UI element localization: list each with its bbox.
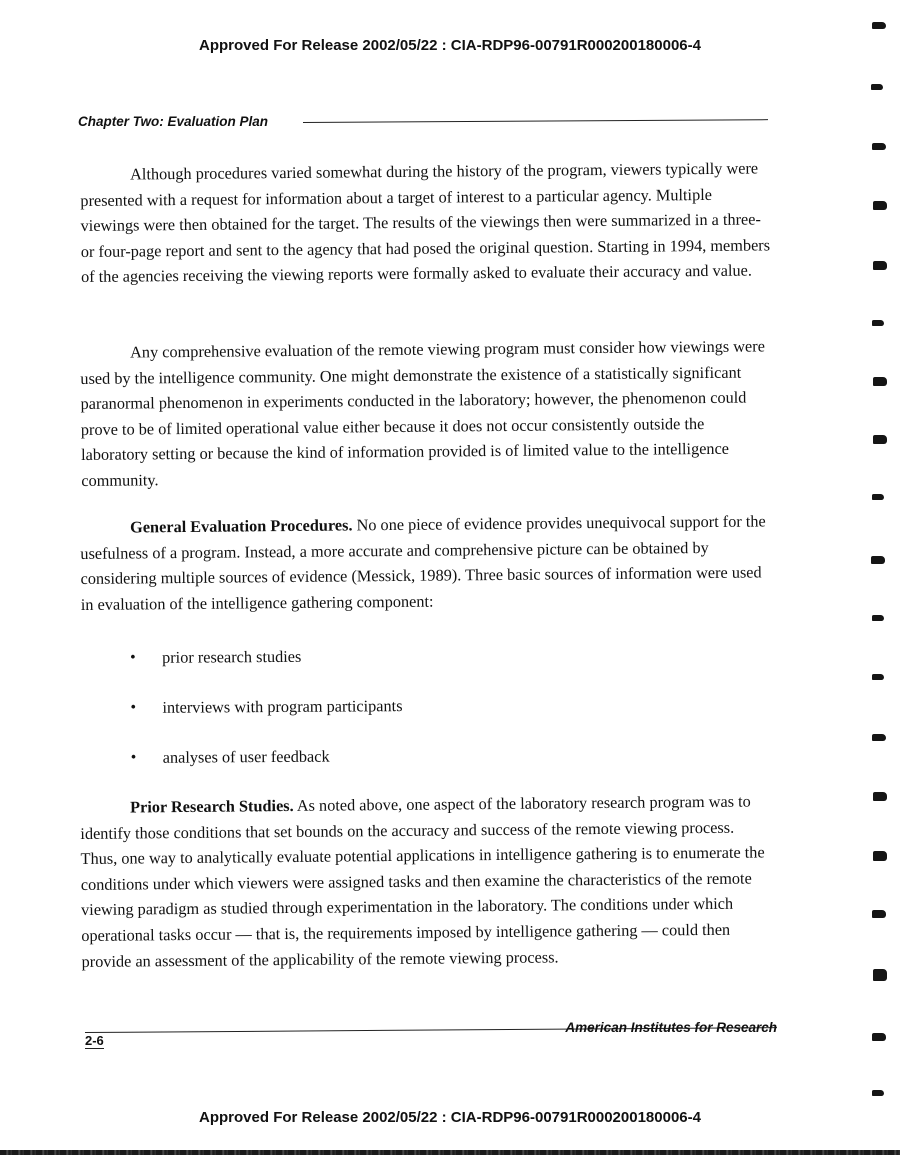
paragraph-text xyxy=(80,788,772,974)
paragraph-procedures xyxy=(80,155,771,290)
paragraph-general-evaluation xyxy=(80,508,771,617)
bullet-text: prior research studies xyxy=(161,646,302,667)
header-rule xyxy=(303,119,768,123)
paragraph-text: Any comprehensive evaluation of the remote viewing program must consider how viewings were used by the intelligence community. One might demonstrate the existence of a statistically significant paranormal phenomenon in experiments conducted in the laboratory; however, the phenomenon could prove to be of limited operational value either because it does not occur consistently outside the laboratory setting or because the kind of information provided is of limited value to the intelligence community. xyxy=(80,336,765,490)
section-heading-prior-research: Prior Research Studies. xyxy=(130,795,294,817)
scan-margin-marks xyxy=(866,0,900,1165)
release-stamp-top: Approved For Release 2002/05/22 : CIA-RDP96-00791R000200180006-4 xyxy=(199,37,701,54)
scan-mark xyxy=(873,792,887,801)
paragraph-text xyxy=(80,508,771,617)
list-item xyxy=(130,695,630,748)
scan-mark xyxy=(873,851,887,861)
paragraph-text: Although procedures varied somewhat during the history of the program, viewers typically were presented with a request for information about a target of interest to a particular agency. Multiple viewings were then obtained for the target. The results of the viewings then were summarized in a three- or four-page report and sent to the agency that had posed the original question. Starting in 1994, members of the agencies receiving the viewing reports were formally asked to evaluate their accuracy and value. xyxy=(80,158,771,287)
scan-mark xyxy=(872,143,886,150)
bullet-marker: • xyxy=(130,648,136,666)
scan-mark xyxy=(873,377,887,386)
chapter-header xyxy=(78,112,768,132)
organization-name: American Institutes for Research xyxy=(565,1020,777,1035)
paragraph-comprehensive-evaluation xyxy=(80,333,771,493)
bullet-marker: • xyxy=(130,748,137,766)
scan-mark xyxy=(872,22,886,29)
paragraph-prior-research xyxy=(80,788,772,974)
scan-mark xyxy=(873,261,887,270)
scan-mark xyxy=(872,910,886,918)
scan-mark xyxy=(871,556,885,564)
release-stamp-bottom: Approved For Release 2002/05/22 : CIA-RDP96-00791R000200180006-4 xyxy=(199,1109,701,1126)
scan-mark xyxy=(873,969,887,981)
section-heading-general-evaluation: General Evaluation Procedures. xyxy=(130,515,353,537)
scan-bottom-edge xyxy=(0,1150,900,1155)
scan-mark xyxy=(872,1033,886,1041)
page-number: 2-6 xyxy=(85,1033,104,1048)
bullet-list xyxy=(130,645,631,798)
paragraph-body: No one piece of evidence provides unequivocal support for the usefulness of a program. Instead, a more accurate and comprehensive picture can be obtained by considering multiple sources of evidence (Messick, 1989). Three basic sources of information were used in evaluation of the intelligence gathering component: xyxy=(80,511,766,614)
scan-mark xyxy=(872,674,884,680)
bullet-text: interviews with program participants xyxy=(162,696,403,717)
scan-mark xyxy=(872,734,886,741)
scan-mark xyxy=(872,320,884,326)
scan-mark xyxy=(873,201,887,210)
page-footer xyxy=(85,1022,777,1052)
bullet-marker: • xyxy=(130,698,137,716)
scan-mark xyxy=(872,615,884,621)
scan-mark xyxy=(873,435,887,444)
scan-mark xyxy=(872,494,884,500)
chapter-title: Chapter Two: Evaluation Plan xyxy=(78,114,269,129)
scan-mark xyxy=(871,84,883,90)
list-item xyxy=(130,645,630,698)
paragraph-body: As noted above, one aspect of the laboratory research program was to identify those conditions that set bounds on the accuracy and success of the remote viewing process. Thus, one way to analytically evaluate potential applications in intelligence gathering is to enumerate the conditions under which viewers were assigned tasks and then examine the characteristics of the remote viewing paradigm as studied through experimentation in the laboratory. The conditions under which operational tasks occur — that is, the requirements imposed by intelligence gathering — could then provide an assessment of the applicability of the remote viewing process. xyxy=(80,791,765,971)
bullet-text: analyses of user feedback xyxy=(162,746,330,767)
scan-mark xyxy=(872,1090,884,1096)
